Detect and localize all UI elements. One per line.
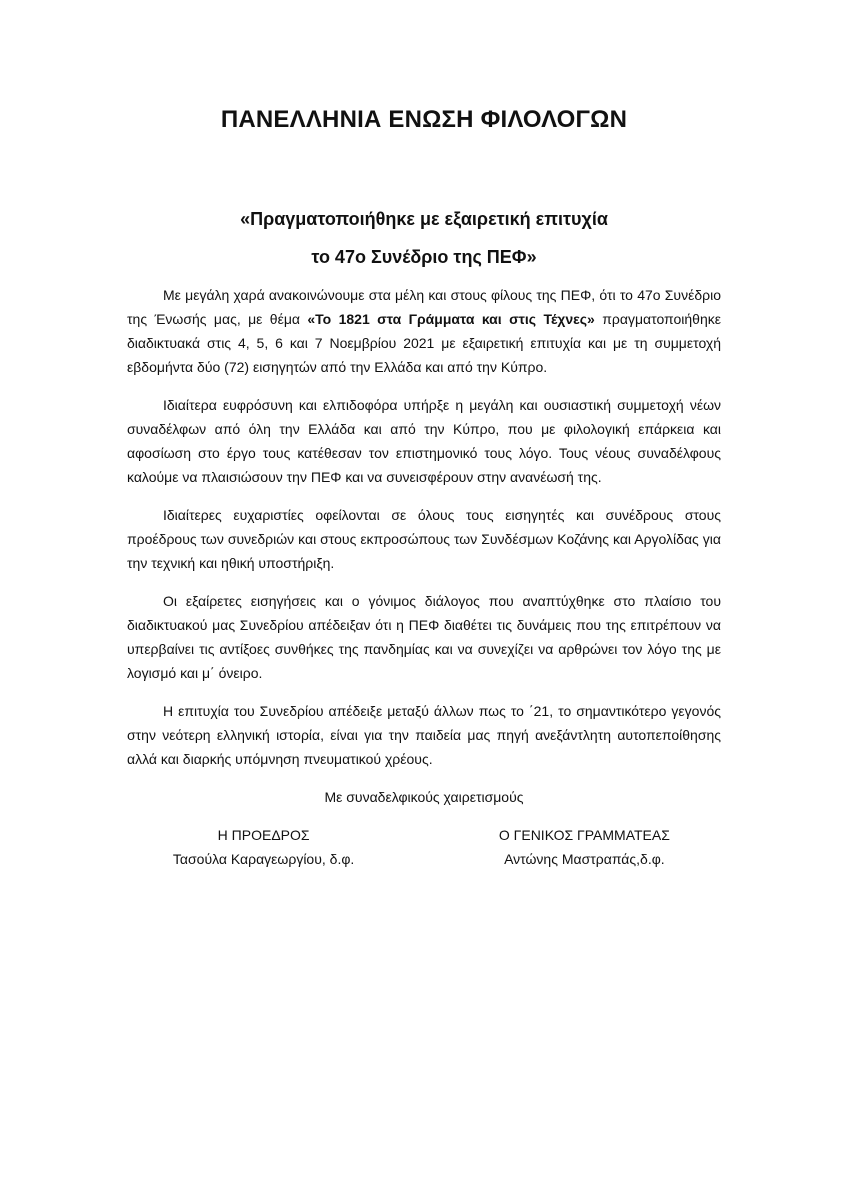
signature-block <box>127 823 721 871</box>
paragraph-1-text-start: Με μεγάλη χαρά ανακοινώνουμε στα μέλη και στους φίλους της ΠΕΦ, ότι το 47ο Συνέδριο της Ένωσής μας, με θέμα <box>127 287 721 327</box>
paragraph-5: Η επιτυχία του Συνεδρίου απέδειξε μεταξύ άλλων πως το ΄21, το σημαντικότερο γεγονός στην νεότερη ελληνική ιστορία, είναι για την παιδεία μας πηγή ανεξάντλητη αυτοπεποίθησης αλλά και διαρκής υπόμνηση πνευματικού χρέους. <box>127 703 721 767</box>
paragraph-2: Ιδιαίτερα ευφρόσυνη και ελπιδοφόρα υπήρξε η μεγάλη και ουσιαστική συμμετοχή νέων συναδέλφων από όλη την Ελλάδα και από την Κύπρο, που με φιλολογική επάρκεια και αφοσίωση στο έργο τους κατέθεσαν τον επιστημονικό τους λόγο. Τους νέους συναδέλφους καλούμε να πλαισιώσουν την ΠΕΦ και να συνεισφέρουν στην ανανέωσή της. <box>127 397 721 485</box>
secretary-name: Αντώνης Μαστραπάς,δ.φ. <box>504 851 665 867</box>
signature-secretary-general <box>448 823 721 871</box>
paragraph-1 <box>127 283 721 379</box>
announcement-headline <box>0 200 848 276</box>
signature-president <box>127 823 400 871</box>
president-name: Τασούλα Καραγεωργίου, δ.φ. <box>172 851 355 867</box>
secretary-role: Ο ΓΕΝΙΚΟΣ ΓΡΑΜΜΑΤΕΑΣ <box>498 827 670 843</box>
president-role: Η ΠΡΟΕΔΡΟΣ <box>217 827 310 843</box>
organization-title: ΠΑΝΕΛΛΗΝΙΑ ΕΝΩΣΗ ΦΙΛΟΛΟΓΩΝ <box>220 106 628 133</box>
headline-line-2: το 47ο Συνέδριο της ΠΕΦ» <box>311 247 537 267</box>
announcement-body <box>127 283 721 871</box>
paragraph-1-text-end: πραγματοποιήθηκε διαδικτυακά στις 4, 5, 6 και 7 Νοεμβρίου 2021 με εξαιρετική επιτυχία και με τη συμμετοχή εβδομήντα δύο (72) εισηγητών από την Ελλάδα και από την Κύπρο. <box>127 311 721 375</box>
closing-greeting: Με συναδελφικούς χαιρετισμούς <box>324 789 524 805</box>
paragraph-4: Οι εξαίρετες εισηγήσεις και ο γόνιμος διάλογος που αναπτύχθηκε στο πλαίσιο του διαδικτυακού μας Συνεδρίου απέδειξαν ότι η ΠΕΦ διαθέτει τις δυνάμεις που της επιτρέπουν να υπερβαίνει τις αντίξοες συνθήκες της πανδημίας και να συνεχίζει να αρθρώνει τον λόγο της με λογισμό και μ΄ όνειρο. <box>127 593 721 681</box>
conference-theme: «Το 1821 στα Γράμματα και στις Τέχνες» <box>307 311 595 327</box>
headline-line-1: «Πραγματοποιήθηκε με εξαιρετική επιτυχία <box>240 209 608 229</box>
paragraph-3: Ιδιαίτερες ευχαριστίες οφείλονται σε όλους τους εισηγητές και συνέδρους στους προέδρους των συνεδριών και στους εκπροσώπους των Συνδέσμων Κοζάνης και Αργολίδας για την τεχνική και ηθική υποστήριξη. <box>127 507 721 571</box>
